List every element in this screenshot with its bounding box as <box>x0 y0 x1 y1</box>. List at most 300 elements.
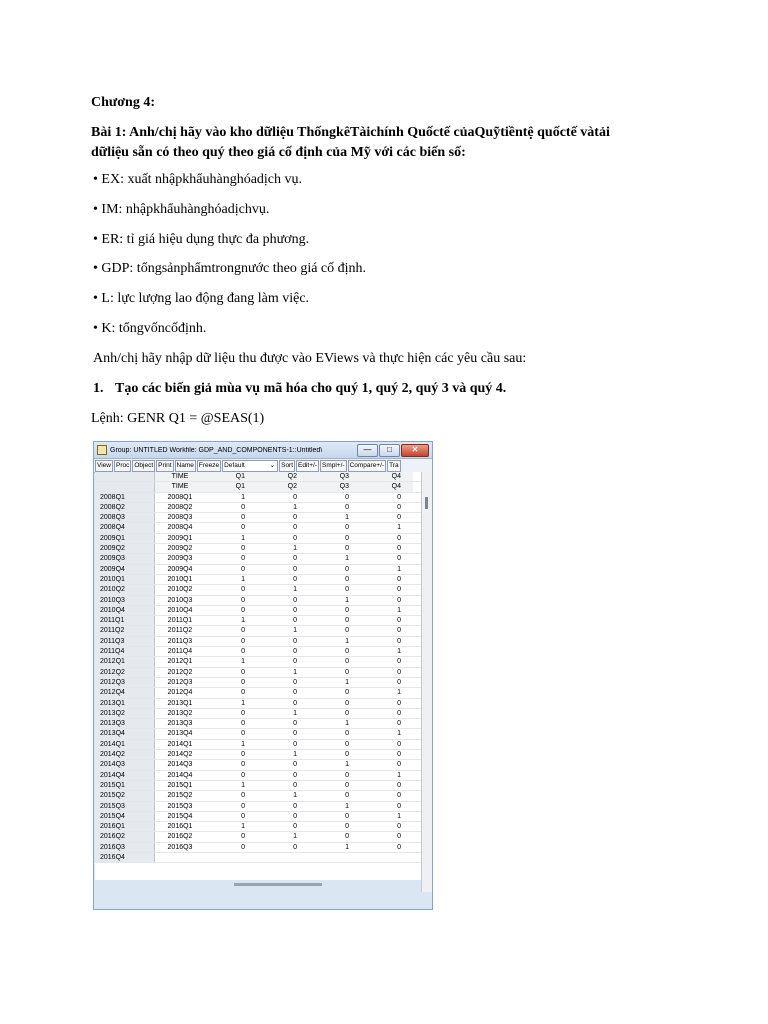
table-cell[interactable]: 1 <box>241 658 245 666</box>
table-cell[interactable]: 0 <box>345 668 349 676</box>
table-cell[interactable]: 0 <box>345 524 349 532</box>
row-header-cell[interactable]: 2015Q3 <box>95 802 155 811</box>
table-cell[interactable]: 0 <box>293 524 297 532</box>
proc-button[interactable]: Proc <box>114 460 131 472</box>
row-header-cell[interactable]: 2016Q4 <box>95 853 155 862</box>
table-cell[interactable]: 0 <box>397 637 401 645</box>
table-cell[interactable]: 0 <box>397 545 401 553</box>
table-cell[interactable]: 0 <box>397 493 401 501</box>
table-cell[interactable]: 0 <box>241 843 245 851</box>
table-cell[interactable]: 2013Q4 <box>167 730 193 738</box>
table-cell[interactable]: 0 <box>293 658 297 666</box>
close-button[interactable]: ✕ <box>401 444 429 457</box>
table-cell[interactable]: 2011Q2 <box>167 627 193 635</box>
column-label: TIME <box>155 482 205 491</box>
row-header-cell[interactable]: 2012Q1 <box>95 657 155 666</box>
table-cell[interactable]: 0 <box>241 730 245 738</box>
row-header-cell[interactable]: 2015Q2 <box>95 791 155 800</box>
chevron-down-icon: ⌄ <box>269 461 276 469</box>
table-cell[interactable]: 0 <box>241 586 245 594</box>
row-header-cell[interactable]: 2014Q2 <box>95 750 155 759</box>
table-cell[interactable]: 0 <box>397 761 401 769</box>
table-cell[interactable]: 0 <box>293 617 297 625</box>
header-row-label <box>95 482 423 492</box>
table-cell[interactable]: 0 <box>397 555 401 563</box>
table-cell[interactable]: 2011Q4 <box>167 648 193 656</box>
bullet-ex: • EX: xuất nhậpkhẩuhànghóadịch vụ. <box>93 172 303 187</box>
table-cell[interactable]: 0 <box>241 545 245 553</box>
table-cell[interactable]: 1 <box>241 575 245 583</box>
bullet-l: • L: lực lượng lao động đang làm việc. <box>93 291 310 306</box>
row-header-cell[interactable]: 2010Q2 <box>95 585 155 594</box>
table-cell[interactable]: 1 <box>293 627 297 635</box>
row-header-cell[interactable]: 2015Q4 <box>95 812 155 821</box>
table-cell[interactable]: 1 <box>293 792 297 800</box>
table-cell[interactable]: 0 <box>241 678 245 686</box>
row-header-cell[interactable]: 2013Q3 <box>95 719 155 728</box>
table-cell[interactable]: 0 <box>293 781 297 789</box>
table-cell[interactable]: 2012Q4 <box>167 689 193 697</box>
table-cell[interactable]: 0 <box>345 792 349 800</box>
table-cell[interactable]: 0 <box>241 524 245 532</box>
row-header-cell[interactable]: 2012Q3 <box>95 678 155 687</box>
table-cell[interactable]: 0 <box>345 575 349 583</box>
table-row <box>95 657 423 667</box>
table-cell[interactable]: 0 <box>397 699 401 707</box>
bullet-er: • ER: tỉ giá hiệu dụng thực đa phương. <box>93 232 310 247</box>
table-cell[interactable]: 2014Q1 <box>167 740 193 748</box>
table-cell[interactable]: 1 <box>293 709 297 717</box>
table-row <box>95 740 423 750</box>
name-button[interactable]: Name <box>175 460 196 472</box>
table-cell[interactable]: 1 <box>397 565 401 573</box>
table-cell[interactable]: 0 <box>241 596 245 604</box>
table-cell[interactable]: 1 <box>345 514 349 522</box>
table-row <box>95 771 423 781</box>
table-cell[interactable]: 0 <box>345 493 349 501</box>
table-cell[interactable]: 0 <box>293 740 297 748</box>
table-cell[interactable]: 0 <box>241 689 245 697</box>
table-row <box>95 585 423 595</box>
table-cell[interactable]: 2013Q1 <box>167 699 193 707</box>
table-cell[interactable]: 2012Q3 <box>167 678 193 686</box>
display-format-select[interactable] <box>222 460 278 472</box>
table-cell[interactable]: 0 <box>241 555 245 563</box>
table-cell[interactable] <box>155 853 205 862</box>
table-cell[interactable]: 2010Q1 <box>167 575 193 583</box>
header-row-name <box>95 472 423 482</box>
table-row <box>95 760 423 770</box>
table-cell[interactable]: 0 <box>397 833 401 841</box>
table-row <box>95 709 423 719</box>
table-cell[interactable]: 0 <box>241 668 245 676</box>
table-row <box>95 596 423 606</box>
column-header[interactable]: Q2 <box>257 472 309 481</box>
row-header-cell[interactable]: 2009Q3 <box>95 554 155 563</box>
table-cell[interactable]: 2016Q3 <box>167 843 193 851</box>
table-cell[interactable]: 0 <box>241 771 245 779</box>
table-cell[interactable]: 0 <box>345 545 349 553</box>
table-cell[interactable]: 0 <box>293 565 297 573</box>
table-cell[interactable]: 0 <box>397 843 401 851</box>
table-row <box>95 729 423 739</box>
window-title: Group: UNTITLED Workfile: GDP_AND_COMPONENTS-1::Untitled\ <box>110 446 323 454</box>
table-cell[interactable]: 2013Q2 <box>167 709 193 717</box>
table-cell[interactable]: 2008Q2 <box>167 503 193 511</box>
table-cell[interactable]: 0 <box>397 668 401 676</box>
object-button[interactable]: Object <box>132 460 155 472</box>
task-1-number: 1. <box>93 381 104 396</box>
scrollbar-thumb[interactable] <box>425 497 428 509</box>
table-cell[interactable]: 0 <box>397 534 401 542</box>
table-cell[interactable]: 2010Q2 <box>167 586 193 594</box>
table-row <box>95 493 423 503</box>
table-cell[interactable]: 0 <box>241 503 245 511</box>
vertical-scrollbar[interactable] <box>421 472 432 892</box>
row-header-cell[interactable]: 2013Q2 <box>95 709 155 718</box>
table-cell[interactable]: 0 <box>345 833 349 841</box>
display-format-value: Default <box>224 461 245 469</box>
table-row <box>95 544 423 554</box>
corner-cell <box>95 482 155 491</box>
task-1 <box>93 379 506 399</box>
table-cell[interactable]: 2011Q3 <box>167 637 193 645</box>
table-cell[interactable]: 1 <box>241 493 245 501</box>
table-cell[interactable]: 0 <box>241 565 245 573</box>
row-header-cell[interactable]: 2010Q4 <box>95 606 155 615</box>
table-cell[interactable]: 0 <box>345 740 349 748</box>
print-button[interactable]: Print <box>156 460 173 472</box>
table-cell[interactable]: 0 <box>345 503 349 511</box>
table-cell[interactable]: 0 <box>293 771 297 779</box>
table-cell[interactable]: 0 <box>293 678 297 686</box>
table-cell[interactable]: 0 <box>293 534 297 542</box>
table-row <box>95 668 423 678</box>
table-cell[interactable]: 0 <box>293 637 297 645</box>
row-header-cell[interactable]: 2014Q3 <box>95 760 155 769</box>
table-cell[interactable]: 0 <box>241 802 245 810</box>
row-header-cell[interactable]: 2011Q3 <box>95 637 155 646</box>
table-row <box>95 626 423 636</box>
row-header-cell[interactable]: 2014Q1 <box>95 740 155 749</box>
row-header-cell[interactable]: 2009Q1 <box>95 534 155 543</box>
table-row <box>95 791 423 801</box>
edit-button[interactable]: Edit+/- <box>296 460 319 472</box>
table-cell[interactable]: 2014Q4 <box>167 771 193 779</box>
table-cell[interactable]: 1 <box>397 771 401 779</box>
table-cell[interactable]: 0 <box>293 596 297 604</box>
row-header-cell[interactable]: 2013Q1 <box>95 699 155 708</box>
table-cell[interactable]: 2016Q1 <box>167 823 193 831</box>
table-cell[interactable]: 0 <box>241 648 245 656</box>
table-cell[interactable]: 0 <box>345 781 349 789</box>
table-cell[interactable]: 0 <box>397 596 401 604</box>
table-cell[interactable]: 0 <box>293 812 297 820</box>
table-cell[interactable]: 0 <box>293 823 297 831</box>
table-cell[interactable]: 0 <box>397 617 401 625</box>
table-cell[interactable]: 2010Q4 <box>167 606 193 614</box>
table-cell[interactable] <box>205 853 257 862</box>
table-cell[interactable]: 2010Q3 <box>167 596 193 604</box>
table-cell[interactable]: 0 <box>293 720 297 728</box>
table-cell[interactable]: 1 <box>241 699 245 707</box>
row-header-cell[interactable]: 2016Q2 <box>95 832 155 841</box>
table-cell[interactable]: 0 <box>293 493 297 501</box>
table-cell[interactable]: 2014Q2 <box>167 751 193 759</box>
table-cell[interactable]: 0 <box>241 833 245 841</box>
column-header[interactable]: Q3 <box>309 472 361 481</box>
spreadsheet-grid[interactable] <box>95 472 423 880</box>
table-cell[interactable]: 2013Q3 <box>167 720 193 728</box>
row-header-cell[interactable]: 2010Q3 <box>95 596 155 605</box>
smpl-button[interactable]: Smpl+/- <box>320 460 347 472</box>
window-titlebar[interactable] <box>94 442 432 459</box>
table-cell[interactable]: 0 <box>345 627 349 635</box>
table-row <box>95 843 423 853</box>
table-row <box>95 503 423 513</box>
table-cell[interactable]: 0 <box>397 781 401 789</box>
table-cell[interactable]: 0 <box>345 709 349 717</box>
table-cell[interactable]: 2009Q3 <box>167 555 193 563</box>
table-cell[interactable]: 2015Q1 <box>167 781 193 789</box>
column-label: Q2 <box>257 482 309 491</box>
table-cell[interactable]: 0 <box>397 709 401 717</box>
table-cell[interactable]: 0 <box>293 843 297 851</box>
table-cell[interactable]: 2012Q1 <box>167 658 193 666</box>
table-cell[interactable]: 0 <box>293 606 297 614</box>
table-cell[interactable]: 0 <box>293 730 297 738</box>
table-cell[interactable]: 1 <box>241 534 245 542</box>
row-header-cell[interactable]: 2008Q4 <box>95 523 155 532</box>
table-cell[interactable]: 1 <box>397 606 401 614</box>
table-row <box>95 678 423 688</box>
table-cell[interactable]: 1 <box>293 668 297 676</box>
table-cell[interactable]: 0 <box>345 648 349 656</box>
row-header-cell[interactable]: 2016Q1 <box>95 822 155 831</box>
column-header[interactable]: Q1 <box>205 472 257 481</box>
horizontal-scrollbar[interactable] <box>234 883 322 886</box>
table-cell[interactable]: 1 <box>241 617 245 625</box>
table-cell[interactable]: 0 <box>241 627 245 635</box>
table-row <box>95 513 423 523</box>
table-row <box>95 832 423 842</box>
row-header-cell[interactable]: 2011Q4 <box>95 647 155 656</box>
table-cell[interactable]: 0 <box>241 792 245 800</box>
table-row <box>95 554 423 564</box>
table-cell[interactable]: 0 <box>345 565 349 573</box>
table-cell[interactable]: 1 <box>345 761 349 769</box>
row-header-cell[interactable]: 2009Q4 <box>95 565 155 574</box>
column-label: Q1 <box>205 482 257 491</box>
table-cell[interactable]: 2015Q3 <box>167 802 193 810</box>
table-cell[interactable]: 0 <box>345 606 349 614</box>
table-cell[interactable]: 0 <box>345 658 349 666</box>
row-header-cell[interactable]: 2012Q2 <box>95 668 155 677</box>
table-cell[interactable]: 0 <box>241 606 245 614</box>
table-cell[interactable]: 0 <box>397 792 401 800</box>
table-cell[interactable]: 2008Q4 <box>167 524 193 532</box>
table-cell[interactable]: 2014Q3 <box>167 761 193 769</box>
table-cell[interactable]: 2015Q2 <box>167 792 193 800</box>
row-header-cell[interactable]: 2011Q1 <box>95 616 155 625</box>
table-cell[interactable]: 0 <box>397 823 401 831</box>
table-row <box>95 802 423 812</box>
table-cell[interactable]: 1 <box>345 637 349 645</box>
table-cell[interactable]: 0 <box>345 617 349 625</box>
table-cell[interactable]: 0 <box>345 823 349 831</box>
table-row <box>95 616 423 626</box>
table-cell[interactable]: 0 <box>397 627 401 635</box>
table-cell[interactable]: 1 <box>241 740 245 748</box>
row-header-cell[interactable]: 2011Q2 <box>95 626 155 635</box>
compare-button[interactable]: Compare+/- <box>348 460 387 472</box>
table-cell[interactable] <box>257 853 309 862</box>
table-cell[interactable]: 2009Q1 <box>167 534 193 542</box>
table-cell[interactable]: 0 <box>345 534 349 542</box>
transpose-button[interactable]: Tra <box>387 460 401 472</box>
table-cell[interactable]: 1 <box>293 586 297 594</box>
column-label: Q4 <box>361 482 413 491</box>
table-cell[interactable]: 1 <box>397 648 401 656</box>
table-cell[interactable]: 0 <box>397 658 401 666</box>
table-cell[interactable]: 0 <box>293 648 297 656</box>
table-cell[interactable] <box>361 853 413 862</box>
table-cell[interactable]: 1 <box>345 843 349 851</box>
table-cell[interactable]: 0 <box>397 720 401 728</box>
table-cell[interactable]: 1 <box>397 812 401 820</box>
table-cell[interactable]: 1 <box>397 689 401 697</box>
table-cell[interactable]: 0 <box>397 503 401 511</box>
row-header-cell[interactable]: 2008Q2 <box>95 503 155 512</box>
table-cell[interactable]: 0 <box>241 812 245 820</box>
table-cell[interactable]: 0 <box>345 689 349 697</box>
table-cell[interactable]: 0 <box>293 761 297 769</box>
table-cell[interactable]: 0 <box>293 699 297 707</box>
table-row <box>95 719 423 729</box>
column-header[interactable]: Q4 <box>361 472 413 481</box>
table-cell[interactable]: 0 <box>345 699 349 707</box>
table-cell[interactable]: 0 <box>345 586 349 594</box>
group-app-icon <box>97 445 107 455</box>
table-cell[interactable]: 1 <box>241 781 245 789</box>
table-row <box>95 637 423 647</box>
table-cell[interactable]: 0 <box>241 751 245 759</box>
table-row <box>95 565 423 575</box>
table-cell[interactable]: 2016Q2 <box>167 833 193 841</box>
exercise-title-line-1: Bài 1: Anh/chị hãy vào kho dữliệu ThốngkêTàichính Quốctế củaQuỹtiềntệ quốctế vàtải <box>91 125 610 140</box>
table-row <box>95 534 423 544</box>
table-row <box>95 781 423 791</box>
table-cell[interactable]: 2011Q1 <box>167 617 193 625</box>
column-header[interactable]: TIME <box>155 472 205 481</box>
bullet-gdp: • GDP: tổngsảnphẩmtrongnước theo giá cố định. <box>93 261 367 276</box>
chapter-heading: Chương 4: <box>91 95 155 110</box>
table-cell[interactable]: 1 <box>345 555 349 563</box>
table-cell[interactable]: 0 <box>241 514 245 522</box>
instruction-text: Anh/chị hãy nhập dữ liệu thu được vào EViews và thực hiện các yêu cầu sau: <box>93 351 527 366</box>
row-header-cell[interactable]: 2013Q4 <box>95 729 155 738</box>
table-cell[interactable]: 0 <box>293 689 297 697</box>
table-row <box>95 575 423 585</box>
row-header-cell[interactable]: 2015Q1 <box>95 781 155 790</box>
view-button[interactable]: View <box>95 460 113 472</box>
window-toolbar <box>94 459 432 473</box>
table-cell[interactable]: 0 <box>241 709 245 717</box>
command-text: Lệnh: GENR Q1 = @SEAS(1) <box>91 411 265 426</box>
table-cell[interactable] <box>309 853 361 862</box>
table-cell[interactable]: 1 <box>397 730 401 738</box>
row-header-cell[interactable]: 2014Q4 <box>95 771 155 780</box>
table-cell[interactable]: 0 <box>345 812 349 820</box>
table-cell[interactable]: 2008Q1 <box>167 493 193 501</box>
table-row <box>95 688 423 698</box>
table-cell[interactable]: 1 <box>345 802 349 810</box>
table-cell[interactable]: 0 <box>345 730 349 738</box>
table-cell[interactable]: 0 <box>345 751 349 759</box>
table-cell[interactable]: 0 <box>397 802 401 810</box>
row-header-cell[interactable]: 2012Q4 <box>95 688 155 697</box>
table-row <box>95 750 423 760</box>
table-cell[interactable]: 2009Q4 <box>167 565 193 573</box>
table-cell[interactable]: 1 <box>345 720 349 728</box>
minimize-button[interactable]: — <box>357 444 378 457</box>
row-header-cell[interactable]: 2008Q3 <box>95 513 155 522</box>
table-cell[interactable]: 0 <box>293 514 297 522</box>
table-cell[interactable]: 0 <box>397 751 401 759</box>
table-cell[interactable]: 0 <box>241 761 245 769</box>
table-cell[interactable]: 0 <box>397 678 401 686</box>
table-cell[interactable]: 1 <box>293 503 297 511</box>
table-cell[interactable]: 0 <box>293 802 297 810</box>
table-cell[interactable]: 0 <box>397 514 401 522</box>
table-row <box>95 699 423 709</box>
table-row <box>95 822 423 832</box>
maximize-button[interactable]: □ <box>379 444 400 457</box>
table-cell[interactable]: 2008Q3 <box>167 514 193 522</box>
row-header-cell[interactable]: 2008Q1 <box>95 493 155 502</box>
table-cell[interactable]: 0 <box>397 575 401 583</box>
table-cell[interactable]: 2012Q2 <box>167 668 193 676</box>
table-cell[interactable]: 0 <box>293 555 297 563</box>
table-cell[interactable]: 0 <box>293 575 297 583</box>
sort-button[interactable]: Sort <box>279 460 295 472</box>
row-header-cell[interactable]: 2009Q2 <box>95 544 155 553</box>
row-header-cell[interactable]: 2016Q3 <box>95 843 155 852</box>
table-cell[interactable]: 0 <box>397 586 401 594</box>
column-label: Q3 <box>309 482 361 491</box>
table-row <box>95 647 423 657</box>
table-cell[interactable]: 0 <box>241 720 245 728</box>
corner-cell <box>95 472 155 481</box>
row-header-cell[interactable]: 2010Q1 <box>95 575 155 584</box>
table-cell[interactable]: 1 <box>241 823 245 831</box>
table-row <box>95 812 423 822</box>
exercise-title-line-2: dữliệu sẵn có theo quý theo giá cố định của Mỹ với các biến số: <box>91 145 466 160</box>
table-cell[interactable]: 2015Q4 <box>167 812 193 820</box>
table-cell[interactable]: 1 <box>345 678 349 686</box>
table-cell[interactable]: 1 <box>293 833 297 841</box>
bullet-im: • IM: nhậpkhẩuhànghóadịchvụ. <box>93 202 270 217</box>
table-cell[interactable]: 1 <box>345 596 349 604</box>
table-cell[interactable]: 1 <box>293 545 297 553</box>
table-cell[interactable]: 0 <box>241 637 245 645</box>
freeze-button[interactable]: Freeze <box>197 460 221 472</box>
table-cell[interactable]: 2009Q2 <box>167 545 193 553</box>
table-cell[interactable]: 1 <box>397 524 401 532</box>
table-cell[interactable]: 1 <box>293 751 297 759</box>
table-cell[interactable]: 0 <box>345 771 349 779</box>
table-cell[interactable]: 0 <box>397 740 401 748</box>
